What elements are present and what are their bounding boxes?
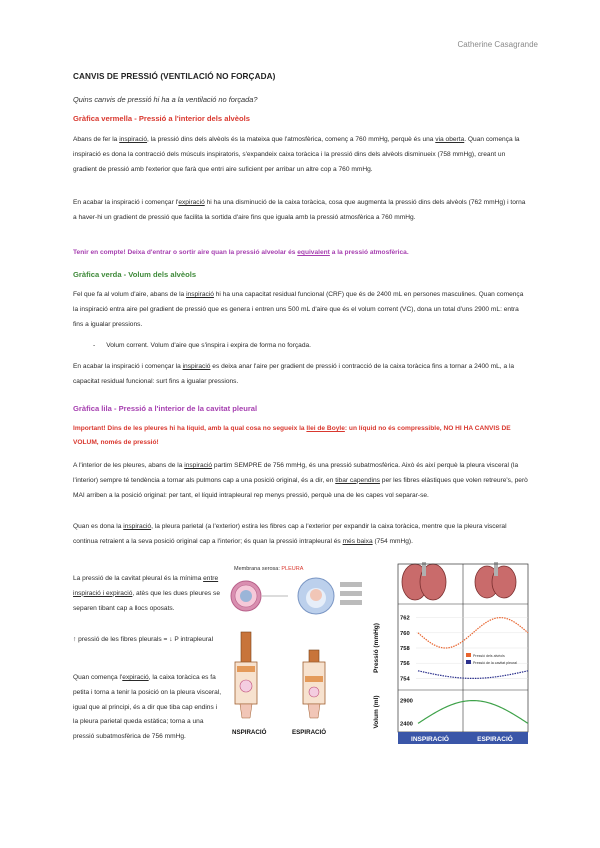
membrane-label-1: [340, 582, 362, 587]
green-section-heading: Gràfica verda - Volum dels alvèols: [73, 270, 197, 279]
y-label-volume: Volum (ml): [373, 695, 380, 729]
syringe-label-inspiration: NSPIRACIÓ: [232, 729, 267, 736]
lungs-icon-inspiration: [402, 562, 446, 600]
syringe-label-expiration: ESPIRACIÓ: [292, 729, 327, 736]
pressure-volume-chart: [370, 560, 530, 745]
syringe-figure: [228, 628, 373, 738]
phase-label-expiration: ESPIRACIÓ: [477, 736, 513, 743]
purple-paragraph-1: A l'interior de les pleures, abans de la inspiració partim SEMPRE de 756 mmHg, és una pressió subatmosfèrica. Això és així perquè la pleura visceral (la l'interior) sempre té tendència a tornar als pulmons cap a una posició original, és a dir, en tibar capendins per les fibres elàstiques que volen retreure's, però MAI arriben a la posició original: per tant, el líquid intrapleural rep menys pressió, perquè una de les capes vol separar-se.: [73, 462, 528, 499]
red-section-heading: Gràfica vermella - Pressió a l'interior dels alvèols: [73, 114, 250, 123]
lungs-icon-expiration: [475, 562, 516, 598]
red-note: Tenir en compte! Deixa d'entrar o sortir aire quan la pressió alveolar és equivalent a la pressió atmosfèrica.: [73, 249, 409, 256]
fist-icon: [310, 589, 322, 601]
pressure-volume-svg: [370, 560, 530, 745]
legend-alveolar: Pressió dels alvèols: [473, 654, 505, 658]
pressure-tick-754: 754: [400, 676, 410, 683]
purple-side-text-1: La pressió de la cavitat pleural és la mínima entre inspiració i expiració, atès que les dues pleures se separen tibant cap a llocs oposats.: [73, 575, 220, 612]
purple-section-heading: Gràfica lila - Pressió a l'interior de la cavitat pleural: [73, 404, 258, 413]
legend-swatch-pleural: [466, 660, 471, 664]
green-paragraph-1: Fel que fa al volum d'aire, abans de la inspiració hi ha una capacitat residual funcional (CRF) que és de 2400 mL en persones masculines. Quan comença la inspiració entra aire pel gradient de pressió que es genera i entren uns 500 mL d'aire que és el volum corrent (VC), dona un total d'uns 2900 mL: entra fins a igualar pressions.: [73, 291, 524, 328]
purple-side-text-2: ↑ pressió de les fibres pleurals = ↓ P intrapleural: [73, 636, 214, 643]
legend-pleural: Pressió de la cavitat pleural: [473, 661, 517, 665]
syringe-expiration: [303, 650, 325, 718]
syringe-inspiration: [235, 632, 257, 718]
membrane-label: Membrana serosa: PLEURA: [234, 566, 304, 572]
pressure-tick-760: 760: [400, 630, 410, 637]
volume-tick-2900: 2900: [400, 698, 413, 705]
volume-line: [418, 701, 528, 724]
question: Quins canvis de pressió hi ha a la ventilació no forçada?: [73, 95, 258, 104]
membrane-label-3: [340, 600, 362, 605]
purple-paragraph-2: Quan es dona la inspiració, la pleura parietal (a l'exterior) estira les fibres cap a l'exterior per expandir la caixa toràcica, mentre que la pleura visceral continua retraient a la seva posició original cap a l'interior; és quan la pressió intrapleural és més baixa (754 mmHg).: [73, 523, 507, 545]
green-bullet: - Volum corrent. Volum d'aire que s'inspira i expira de forma no forçada.: [93, 342, 312, 349]
legend-swatch-alveolar: [466, 653, 471, 657]
page-title: CANVIS DE PRESSIÓ (VENTILACIÓ NO FORÇADA): [73, 72, 276, 81]
volume-tick-2400: 2400: [400, 721, 413, 728]
green-paragraph-2: En acabar la inspiració i començar la inspiració es deixa anar l'aire per gradient de pressió i contracció de la caixa toràcica fins a tornar a 2400 mL, a la capacitat residual funcional: surt fins a igualar pressions.: [73, 363, 515, 385]
red-paragraph-1: Abans de fer la inspiració, la pressió dins dels alvèols és la mateixa que l'atmosfèrica, començ a 760 mmHg, perquè és una via oberta. Quan comença la inspiració es dona la contracció dels músculs inspiratoris, s'expandeix caixa toràcica i la pressió dins dels alvèols disminueix (758 mmHg), creant un gradient de pressió amb l'exterior que farà que entri aire suficient per arribar un altre cop a 760 mmHg.: [73, 136, 520, 173]
purple-side-text-3: Quan comença l'expiració, la caixa toràcica es fa petita i torna a tenir la posició on la pleura visceral, igual que al principi, és a dir que tiba cap endins i la pleura parietal queda estàtica; torna a una pressió subatmosfèrica de 756 mmHg.: [73, 674, 222, 741]
pressure-tick-762: 762: [400, 615, 410, 622]
author-name: Catherine Casagrande: [457, 40, 538, 49]
y-label-pressure: Pressió (mmHg): [373, 623, 380, 673]
phase-label-inspiration: INSPIRACIÓ: [411, 736, 449, 743]
lung-core: [240, 590, 252, 602]
pressure-tick-756: 756: [400, 661, 410, 668]
purple-warning: Important! Dins de les pleures hi ha líquid, amb la qual cosa no segueix la llei de Boyle: un líquid no és compressible, NO HI HA CANVIS DE VOLUM, només de pressió!: [73, 425, 511, 446]
red-paragraph-2: En acabar la inspiració i començar l'expiració hi ha una disminució de la caixa toràcica, cosa que augmenta la pressió dins dels alvèols (762 mmHg) i torna a haver-hi un gradient de pressió que facilita la sortida d'aire fins que iguala amb la pressió atmosfèrica a 760 mmHg.: [73, 199, 526, 221]
chart-legend: [466, 653, 517, 665]
pleura-membrane-figure: [226, 562, 366, 624]
pressure-tick-758: 758: [400, 646, 410, 652]
pleural-pressure-line: [418, 671, 528, 679]
membrane-label-2: [340, 591, 362, 596]
